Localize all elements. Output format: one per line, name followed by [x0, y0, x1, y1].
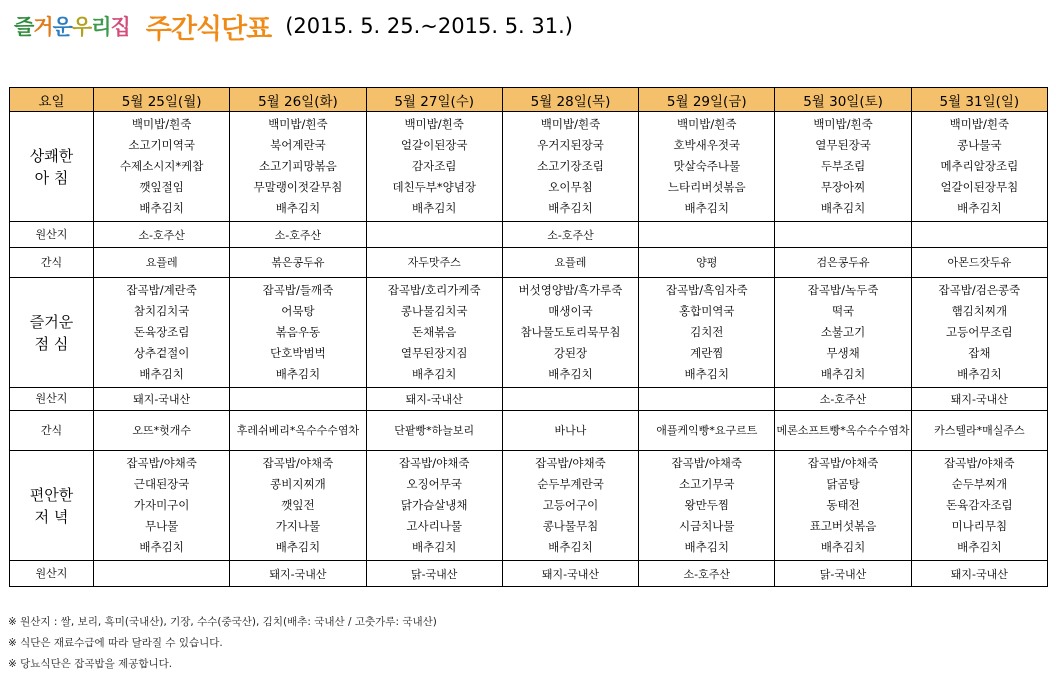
menu-item: 맛살숙주나물: [673, 159, 741, 173]
lunch-origin-cell: [639, 388, 775, 411]
am-snack-text: 자두맛주스: [407, 256, 461, 269]
pm-snack-text: 카스텔라*매실주스: [934, 424, 1025, 437]
day-header: 5월 26일(화): [230, 88, 366, 112]
footnote: ※ 원산지 : 쌀, 보리, 흑미(국내산), 기장, 수수(중국산), 김치(배추: 국내산 / 고춧가루: 국내산): [8, 616, 437, 628]
breakfast-origin-row: [10, 222, 1048, 248]
menu-item: 오징어무국: [406, 477, 462, 491]
menu-item: 소고기장조림: [537, 159, 604, 173]
menu-item: 잡곡밥/호리가케죽: [387, 283, 481, 297]
pm-snack-text: 후레쉬베리*옥수수수염차: [236, 424, 360, 437]
lunch-origin-cell: [230, 388, 366, 411]
lunch-origin-cell: [775, 388, 911, 411]
pm-snack-row: [10, 411, 1048, 451]
menu-item: 느타리버섯볶음: [667, 180, 746, 194]
am-snack-row: [10, 248, 1048, 278]
breakfast-label: [10, 112, 94, 222]
day-header-row: [10, 88, 1048, 112]
menu-item: 배추김치: [957, 367, 1002, 381]
menu-item: 잡곡밥/야채죽: [398, 456, 470, 470]
menu-item: 배추김치: [275, 201, 321, 215]
dinner-cell: [775, 451, 911, 561]
pm-snack-text: 바나나: [554, 424, 587, 437]
menu-item: 고등어구이: [542, 498, 599, 512]
menu-item: 돈육감자조림: [946, 498, 1013, 512]
lunch-label: [10, 278, 94, 388]
breakfast-row: [10, 112, 1048, 222]
menu-item: 잡곡밥/들깨죽: [262, 283, 334, 297]
menu-item: 배추김치: [548, 367, 593, 381]
pm-snack-cell: [911, 411, 1047, 451]
menu-item: 백미밥/흰죽: [131, 117, 192, 131]
lunch-origin-cell: [366, 388, 502, 411]
menu-item: 배추김치: [275, 367, 321, 381]
menu-item: 콩나물김치국: [400, 304, 468, 318]
dinner-origin-cell: [639, 561, 775, 587]
menu-item: 미나리무침: [951, 519, 1008, 533]
menu-item: 콩나물국: [957, 138, 1002, 152]
breakfast-origin-cell: [94, 222, 230, 248]
breakfast-origin-text: 소-호주산: [274, 228, 322, 242]
pm-snack-cell: [94, 411, 230, 451]
day-header: 5월 30일(토): [775, 88, 911, 112]
menu-item: 잡곡밥/녹두죽: [807, 283, 879, 297]
dinner-cell: [911, 451, 1047, 561]
menu-item: 김치전: [690, 325, 724, 339]
menu-item: 배추김치: [139, 540, 184, 554]
menu-item: 잡곡밥/흑임자죽: [665, 283, 748, 297]
menu-item: 얼갈이된장무침: [940, 180, 1019, 194]
menu-item: 잡곡밥/야채죽: [944, 456, 1015, 470]
menu-item: 왕만두찜: [684, 498, 729, 512]
dinner-cell: [366, 451, 502, 561]
footnotes: [8, 612, 437, 675]
menu-item: 참나물도토리묵무침: [520, 325, 621, 339]
dinner-label-line: 편안한: [29, 485, 74, 504]
lunch-origin-label: 원산지: [10, 388, 94, 411]
menu-item: 표고버섯볶음: [809, 519, 877, 533]
brand-logo: 즐거운우리집: [14, 15, 130, 39]
weekly-menu-table: [9, 87, 1048, 587]
footnote: ※ 당뇨식단은 잡곡밥을 제공합니다.: [8, 658, 173, 670]
menu-item: 북어계란국: [270, 138, 326, 152]
menu-item: 백미밥/흰죽: [677, 117, 737, 131]
menu-item: 백미밥/흰죽: [949, 117, 1010, 131]
lunch-cell: [639, 278, 775, 388]
breakfast-origin-text: 소-호주산: [138, 228, 185, 242]
menu-item: 배추김치: [684, 540, 729, 554]
lunch-cell: [911, 278, 1047, 388]
menu-item: 열무된장지짐: [400, 346, 468, 360]
menu-item: 얼갈이된장국: [400, 138, 468, 152]
menu-item: 버섯영양밥/흑가루죽: [518, 283, 623, 297]
dinner-label-line: 저 녁: [34, 507, 69, 526]
day-header: 5월 25일(월): [94, 88, 230, 112]
menu-item: 배추김치: [139, 201, 184, 215]
menu-item: 무말랭이젓갈무침: [253, 180, 343, 194]
menu-item: 무장아찌: [820, 180, 866, 194]
menu-item: 참치김치국: [133, 304, 190, 318]
dinner-origin-text: 돼지-국내산: [950, 567, 1008, 581]
menu-item: 콩나물무침: [542, 519, 599, 533]
menu-item: 홍합미역국: [678, 304, 735, 318]
am-snack-text: 아몬드잣두유: [947, 256, 1012, 269]
dinner-origin-text: 소-호주산: [683, 567, 730, 581]
menu-item: 백미밥/흰죽: [540, 117, 601, 131]
menu-item: 매생이국: [548, 304, 593, 318]
lunch-origin-cell: [502, 388, 638, 411]
pm-snack-cell: [775, 411, 911, 451]
am-snack-cell: [230, 248, 366, 278]
lunch-origin-row: [10, 388, 1048, 411]
day-header: 5월 29일(금): [639, 88, 775, 112]
pm-snack-text: 애플케익빵*요구르트: [656, 424, 758, 437]
dinner-origin-cell: [911, 561, 1047, 587]
menu-item: 닭가슴살냉채: [400, 498, 468, 512]
breakfast-cell: [775, 112, 911, 222]
menu-item: 깻잎절임: [139, 180, 184, 194]
menu-item: 소고기미역국: [128, 138, 195, 152]
page-title: 주간식단표: [145, 13, 272, 45]
pm-snack-cell: [230, 411, 366, 451]
menu-item: 깻잎전: [281, 498, 315, 512]
menu-item: 콩비지찌개: [270, 477, 326, 491]
lunch-origin-text: 돼지-국내산: [405, 393, 463, 406]
menu-item: 닭곰탕: [826, 477, 860, 491]
dinner-origin-label: 원산지: [10, 561, 94, 587]
menu-item: 계란찜: [690, 346, 724, 360]
pm-snack-cell: [366, 411, 502, 451]
dinner-origin-text: 돼지-국내산: [269, 567, 327, 581]
pm-snack-text: 메론소프트빵*옥수수수염차: [776, 424, 910, 437]
lunch-row: [10, 278, 1048, 388]
menu-item: 우거지된장국: [537, 138, 604, 152]
menu-item: 감자조림: [411, 159, 457, 173]
am-snack-text: 볶은콩두유: [271, 256, 325, 269]
page-header: [14, 6, 573, 46]
day-header: 5월 31일(일): [911, 88, 1047, 112]
menu-item: 무나물: [144, 519, 179, 533]
menu-item: 고사리나물: [406, 519, 462, 533]
menu-item: 배추김치: [684, 201, 729, 215]
breakfast-cell: [230, 112, 366, 222]
menu-item: 백미밥/흰죽: [813, 117, 873, 131]
lunch-cell: [230, 278, 366, 388]
menu-item: 잡곡밥/계란죽: [126, 283, 197, 297]
breakfast-cell: [639, 112, 775, 222]
menu-item: 잡채: [968, 346, 991, 360]
menu-item: 소불고기: [820, 325, 866, 339]
menu-item: 배추김치: [548, 201, 593, 215]
dinner-cell: [230, 451, 366, 561]
am-snack-text: 검은콩두유: [816, 256, 870, 269]
pm-snack-text: 단팥빵*하늘보리: [394, 424, 475, 437]
menu-item: 백미밥/흰죽: [404, 117, 464, 131]
lunch-cell: [94, 278, 230, 388]
menu-item: 순두부찌개: [951, 477, 1008, 491]
am-snack-text: 양평: [696, 256, 718, 269]
am-snack-cell: [639, 248, 775, 278]
footnote: ※ 식단은 재료수급에 따라 달라질 수 있습니다.: [8, 637, 223, 649]
day-header: 5월 28일(목): [502, 88, 638, 112]
am-snack-cell: [94, 248, 230, 278]
menu-item: 강된장: [553, 346, 588, 360]
lunch-label-line: 점 심: [34, 334, 69, 353]
menu-item: 볶음우동: [275, 325, 321, 339]
am-snack-cell: [366, 248, 502, 278]
am-snack-label: 간식: [10, 248, 94, 278]
menu-item: 잡곡밥/야채죽: [807, 456, 879, 470]
menu-item: 배추김치: [548, 540, 593, 554]
menu-item: 오이무침: [548, 180, 593, 194]
menu-item: 잡곡밥/검은콩죽: [938, 283, 1021, 297]
menu-item: 소고기무국: [678, 477, 735, 491]
dinner-cell: [502, 451, 638, 561]
menu-item: 배추김치: [275, 540, 321, 554]
breakfast-origin-cell: [639, 222, 775, 248]
lunch-cell: [366, 278, 502, 388]
breakfast-origin-cell: [366, 222, 502, 248]
dinner-origin-row: [10, 561, 1048, 587]
breakfast-origin-text: 소-호주산: [547, 228, 594, 242]
dinner-row: [10, 451, 1048, 561]
date-range: (2015. 5. 25.~2015. 5. 31.): [285, 14, 573, 38]
breakfast-label-line: 아 침: [34, 168, 69, 187]
menu-item: 햄김치찌개: [951, 304, 1008, 318]
menu-item: 돈육장조림: [133, 325, 190, 339]
breakfast-cell: [911, 112, 1047, 222]
breakfast-cell: [94, 112, 230, 222]
pm-snack-cell: [639, 411, 775, 451]
dinner-origin-cell: [775, 561, 911, 587]
breakfast-label-line: 상쾌한: [29, 146, 74, 165]
am-snack-text: 요플레: [145, 256, 178, 269]
am-snack-cell: [502, 248, 638, 278]
dinner-cell: [94, 451, 230, 561]
menu-item: 메추리알장조림: [940, 159, 1019, 173]
menu-item: 돈채볶음: [411, 325, 457, 339]
menu-item: 잡곡밥/야채죽: [535, 456, 606, 470]
menu-item: 배추김치: [684, 367, 729, 381]
menu-item: 잡곡밥/야채죽: [126, 456, 197, 470]
breakfast-origin-cell: [230, 222, 366, 248]
dinner-label: [10, 451, 94, 561]
menu-item: 백미밥/흰죽: [268, 117, 328, 131]
menu-item: 단호박범벅: [270, 346, 326, 360]
lunch-label-line: 즐거운: [29, 312, 74, 331]
menu-item: 배추김치: [820, 540, 866, 554]
dinner-origin-cell: [230, 561, 366, 587]
menu-item: 잡곡밥/야채죽: [262, 456, 334, 470]
dinner-origin-cell: [94, 561, 230, 587]
breakfast-cell: [366, 112, 502, 222]
dinner-origin-text: 돼지-국내산: [541, 567, 600, 581]
menu-item: 배추김치: [139, 367, 184, 381]
menu-item: 소고기피망볶음: [259, 159, 337, 173]
pm-snack-label: 간식: [10, 411, 94, 451]
dinner-origin-cell: [366, 561, 502, 587]
menu-item: 상추겉절이: [133, 346, 190, 360]
menu-item: 동태전: [826, 498, 860, 512]
lunch-origin-text: 돼지-국내산: [950, 393, 1008, 406]
menu-item: 데친두부*양념장: [392, 180, 476, 194]
menu-item: 근대된장국: [133, 477, 190, 491]
menu-item: 잡곡밥/야채죽: [671, 456, 743, 470]
menu-item: 어묵탕: [281, 304, 315, 318]
breakfast-origin-cell: [775, 222, 911, 248]
breakfast-origin-label: 원산지: [10, 222, 94, 248]
breakfast-cell: [502, 112, 638, 222]
menu-item: 열무된장국: [815, 138, 871, 152]
menu-item: 배추김치: [957, 201, 1002, 215]
menu-item: 배추김치: [411, 540, 457, 554]
menu-item: 배추김치: [411, 201, 457, 215]
lunch-cell: [502, 278, 638, 388]
menu-item: 무생채: [826, 346, 860, 360]
menu-item: 순두부계란국: [537, 477, 604, 491]
day-header-label: 요일: [10, 88, 94, 112]
breakfast-origin-cell: [911, 222, 1047, 248]
dinner-origin-text: 닭-국내산: [410, 567, 458, 581]
lunch-origin-text: 돼지-국내산: [133, 393, 191, 406]
day-header: 5월 27일(수): [366, 88, 502, 112]
menu-item: 가지나물: [275, 519, 321, 533]
breakfast-origin-cell: [502, 222, 638, 248]
menu-item: 가자미구이: [133, 498, 190, 512]
lunch-origin-text: 소-호주산: [819, 393, 867, 406]
dinner-cell: [639, 451, 775, 561]
menu-item: 호박새우젓국: [673, 138, 741, 152]
dinner-origin-cell: [502, 561, 638, 587]
am-snack-text: 요플레: [554, 256, 587, 269]
menu-item: 배추김치: [411, 367, 457, 381]
menu-item: 배추김치: [957, 540, 1002, 554]
menu-item: 떡국: [831, 304, 855, 318]
menu-item: 고등어무조림: [946, 325, 1013, 339]
am-snack-cell: [911, 248, 1047, 278]
pm-snack-cell: [502, 411, 638, 451]
lunch-origin-cell: [911, 388, 1047, 411]
pm-snack-text: 오뜨*헛개수: [132, 424, 191, 437]
am-snack-cell: [775, 248, 911, 278]
menu-item: 두부조림: [820, 159, 866, 173]
menu-item: 수제소시지*케찹: [119, 159, 204, 173]
menu-item: 배추김치: [820, 201, 866, 215]
menu-item: 배추김치: [820, 367, 866, 381]
lunch-origin-cell: [94, 388, 230, 411]
dinner-origin-text: 닭-국내산: [819, 567, 867, 581]
lunch-cell: [775, 278, 911, 388]
menu-item: 시금치나물: [678, 519, 735, 533]
